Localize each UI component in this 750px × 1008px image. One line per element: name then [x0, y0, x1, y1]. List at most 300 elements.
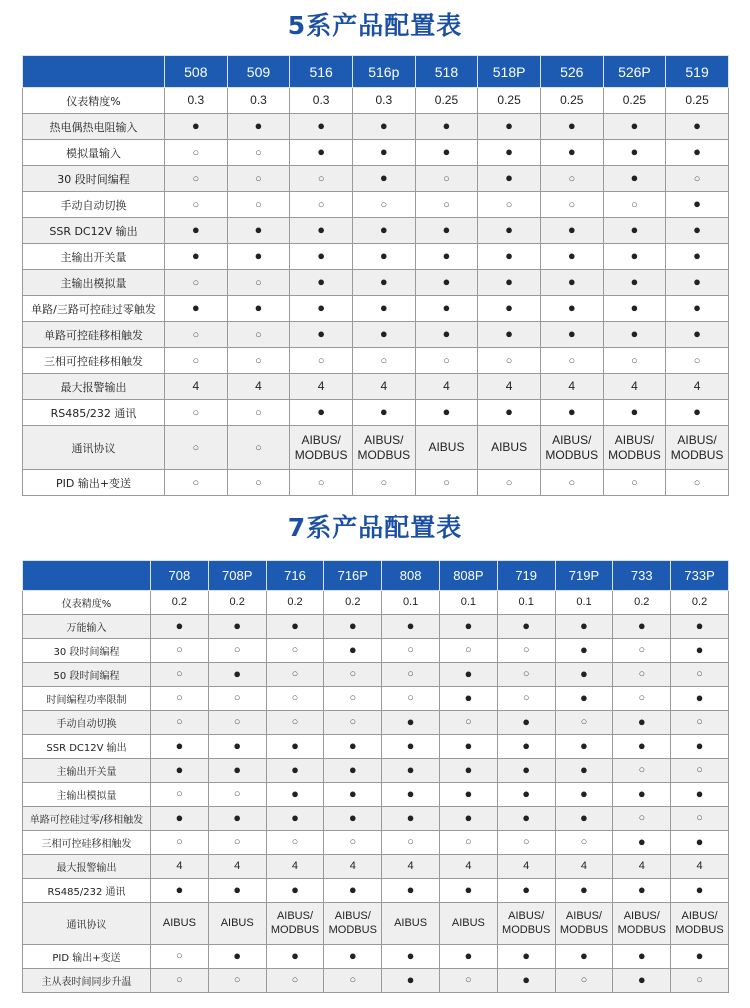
supported-dot-icon: ● — [505, 274, 514, 290]
model-header-519: 519 — [666, 56, 729, 88]
unsupported-circle-icon: ○ — [380, 198, 388, 211]
feature-cell — [439, 831, 497, 855]
feature-cell — [613, 945, 671, 969]
cell-value: 0.2 — [634, 595, 650, 608]
cell-value: 4 — [407, 859, 414, 872]
unsupported-circle-icon: ○ — [255, 354, 262, 367]
feature-cell — [415, 470, 478, 496]
row-label: 万能输入 — [23, 615, 151, 639]
row-label: 单路可控硅过零/移相触发 — [23, 807, 151, 831]
feature-cell — [227, 400, 290, 426]
cell-value: AIBUS — [162, 916, 196, 929]
unsupported-circle-icon: ○ — [638, 643, 646, 656]
feature-cell — [266, 831, 324, 855]
feature-cell — [603, 114, 666, 140]
supported-dot-icon: ● — [379, 326, 388, 342]
feature-cell — [208, 783, 266, 807]
feature-cell — [290, 270, 353, 296]
unsupported-circle-icon: ○ — [631, 198, 638, 211]
row-label: 最大报警输出 — [23, 374, 165, 400]
feature-cell — [290, 400, 353, 426]
feature-cell — [603, 400, 666, 426]
feature-cell — [540, 218, 603, 244]
supported-dot-icon: ● — [505, 222, 514, 238]
supported-dot-icon: ● — [175, 882, 184, 898]
feature-cell — [497, 687, 555, 711]
supported-dot-icon: ● — [379, 274, 388, 290]
supported-dot-icon: ● — [406, 762, 415, 778]
table-row — [23, 591, 729, 615]
feature-cell — [540, 244, 603, 270]
table-row — [23, 831, 729, 855]
unsupported-circle-icon: ○ — [568, 476, 576, 489]
supported-dot-icon: ● — [567, 144, 576, 160]
cell-value: 4 — [443, 379, 450, 393]
feature-cell — [382, 831, 440, 855]
model-header-508: 508 — [165, 56, 228, 88]
table-row — [23, 140, 729, 166]
supported-dot-icon: ● — [406, 882, 415, 898]
unsupported-circle-icon: ○ — [255, 198, 262, 211]
feature-cell — [671, 945, 729, 969]
supported-dot-icon: ● — [637, 972, 646, 988]
feature-cell — [324, 903, 382, 945]
feature-cell — [671, 903, 729, 945]
feature-cell — [227, 244, 290, 270]
feature-cell — [555, 687, 613, 711]
row-label: 时间编程功率限制 — [23, 687, 151, 711]
feature-cell — [540, 426, 603, 470]
supported-dot-icon: ● — [442, 222, 451, 238]
feature-cell — [555, 969, 613, 993]
supported-dot-icon: ● — [406, 714, 415, 730]
supported-dot-icon: ● — [567, 300, 576, 316]
feature-cell — [208, 831, 266, 855]
feature-cell — [613, 759, 671, 783]
unsupported-circle-icon: ○ — [349, 691, 357, 704]
supported-dot-icon: ● — [254, 248, 263, 264]
feature-cell — [613, 735, 671, 759]
supported-dot-icon: ● — [522, 882, 531, 898]
unsupported-circle-icon: ○ — [176, 667, 183, 680]
table-row — [23, 296, 729, 322]
feature-cell — [415, 270, 478, 296]
feature-cell — [165, 166, 228, 192]
cell-value: 0.25 — [497, 93, 521, 107]
cell-value: AIBUS — [394, 916, 428, 929]
feature-cell — [324, 711, 382, 735]
supported-dot-icon: ● — [693, 248, 701, 264]
cell-value: 4 — [631, 379, 638, 393]
feature-cell — [208, 615, 266, 639]
supported-dot-icon: ● — [630, 326, 639, 342]
cell-value: AIBUS/ MODBUS — [502, 909, 551, 936]
feature-cell — [382, 855, 440, 879]
supported-dot-icon: ● — [442, 144, 451, 160]
cell-value: 0.3 — [250, 93, 267, 107]
feature-cell — [382, 735, 440, 759]
supported-dot-icon: ● — [175, 810, 184, 826]
supported-dot-icon: ● — [580, 690, 588, 706]
feature-cell — [439, 759, 497, 783]
cell-value: AIBUS/ MODBUS — [328, 909, 377, 936]
feature-cell — [671, 831, 729, 855]
feature-cell — [151, 687, 209, 711]
unsupported-circle-icon: ○ — [291, 973, 299, 986]
supported-dot-icon: ● — [233, 762, 242, 778]
supported-dot-icon: ● — [464, 948, 473, 964]
table-row — [23, 114, 729, 140]
supported-dot-icon: ● — [291, 762, 299, 778]
feature-cell — [382, 807, 440, 831]
feature-cell — [439, 687, 497, 711]
cell-value: AIBUS — [220, 916, 254, 929]
model-header-518: 518 — [415, 56, 478, 88]
supported-dot-icon: ● — [695, 618, 704, 634]
table-row — [23, 374, 729, 400]
feature-cell — [603, 140, 666, 166]
row-label: 主输出模拟量 — [23, 783, 151, 807]
supported-dot-icon: ● — [317, 274, 326, 290]
supported-dot-icon: ● — [464, 882, 473, 898]
feature-cell — [497, 903, 555, 945]
supported-dot-icon: ● — [406, 786, 415, 802]
feature-cell — [666, 88, 729, 114]
feature-cell — [324, 969, 382, 993]
feature-cell — [666, 348, 729, 374]
feature-cell — [227, 166, 290, 192]
unsupported-circle-icon: ○ — [176, 973, 183, 986]
feature-cell — [478, 348, 541, 374]
supported-dot-icon: ● — [442, 300, 451, 316]
feature-cell — [352, 114, 415, 140]
feature-cell — [439, 639, 497, 663]
feature-cell — [324, 687, 382, 711]
feature-cell — [352, 88, 415, 114]
supported-dot-icon: ● — [580, 810, 588, 826]
feature-cell — [352, 400, 415, 426]
supported-dot-icon: ● — [567, 118, 576, 134]
feature-cell — [290, 348, 353, 374]
supported-dot-icon: ● — [406, 810, 415, 826]
supported-dot-icon: ● — [522, 714, 531, 730]
unsupported-circle-icon: ○ — [465, 973, 472, 986]
unsupported-circle-icon: ○ — [255, 476, 262, 489]
supported-dot-icon: ● — [580, 666, 588, 682]
cell-value: 0.1 — [576, 595, 592, 608]
supported-dot-icon: ● — [630, 404, 639, 420]
feature-cell — [266, 663, 324, 687]
cell-value: 0.3 — [187, 93, 205, 107]
feature-cell — [540, 114, 603, 140]
feature-cell — [613, 969, 671, 993]
feature-cell — [497, 711, 555, 735]
feature-cell — [151, 945, 209, 969]
supported-dot-icon: ● — [693, 326, 701, 342]
supported-dot-icon: ● — [693, 196, 701, 212]
supported-dot-icon: ● — [630, 300, 639, 316]
unsupported-circle-icon: ○ — [568, 172, 576, 185]
table-row — [23, 348, 729, 374]
cell-value: 0.1 — [460, 595, 477, 608]
feature-cell — [151, 639, 209, 663]
cell-value: 0.1 — [518, 595, 534, 608]
unsupported-circle-icon: ○ — [255, 406, 262, 419]
feature-cell — [497, 663, 555, 687]
header-corner — [23, 56, 165, 88]
feature-cell — [497, 807, 555, 831]
unsupported-circle-icon: ○ — [317, 476, 325, 489]
feature-cell — [497, 831, 555, 855]
supported-dot-icon: ● — [348, 882, 357, 898]
cell-value: 0.2 — [691, 595, 708, 608]
unsupported-circle-icon: ○ — [255, 276, 262, 289]
feature-cell — [208, 639, 266, 663]
unsupported-circle-icon: ○ — [465, 835, 472, 848]
supported-dot-icon: ● — [317, 118, 326, 134]
cell-value: 0.3 — [375, 93, 393, 107]
feature-cell — [603, 88, 666, 114]
feature-cell — [415, 192, 478, 218]
feature-cell — [555, 945, 613, 969]
table-row — [23, 969, 729, 993]
feature-cell — [266, 687, 324, 711]
unsupported-circle-icon: ○ — [407, 643, 414, 656]
unsupported-circle-icon: ○ — [192, 198, 200, 211]
unsupported-circle-icon: ○ — [465, 643, 472, 656]
row-label: 单路可控硅移相触发 — [23, 322, 165, 348]
supported-dot-icon: ● — [567, 274, 576, 290]
cell-value: AIBUS/ MODBUS — [617, 909, 666, 936]
feature-cell — [352, 218, 415, 244]
supported-dot-icon: ● — [630, 170, 639, 186]
table5-header-row — [23, 56, 729, 88]
cell-value: 0.3 — [312, 93, 330, 107]
feature-cell — [290, 140, 353, 166]
feature-cell — [290, 470, 353, 496]
table-row — [23, 807, 729, 831]
unsupported-circle-icon: ○ — [443, 354, 450, 367]
model-header-733p: 733P — [671, 561, 729, 591]
feature-cell — [666, 218, 729, 244]
feature-cell — [540, 374, 603, 400]
unsupported-circle-icon: ○ — [192, 406, 200, 419]
supported-dot-icon: ● — [442, 248, 451, 264]
feature-cell — [227, 470, 290, 496]
table-row — [23, 426, 729, 470]
unsupported-circle-icon: ○ — [580, 835, 588, 848]
table-row — [23, 759, 729, 783]
cell-value: 4 — [255, 379, 262, 393]
unsupported-circle-icon: ○ — [349, 715, 357, 728]
feature-cell — [613, 663, 671, 687]
feature-cell — [540, 348, 603, 374]
feature-cell — [540, 470, 603, 496]
supported-dot-icon: ● — [567, 404, 576, 420]
feature-cell — [208, 759, 266, 783]
supported-dot-icon: ● — [630, 222, 639, 238]
feature-cell — [555, 879, 613, 903]
unsupported-circle-icon: ○ — [505, 354, 513, 367]
unsupported-circle-icon: ○ — [568, 198, 576, 211]
feature-cell — [603, 218, 666, 244]
feature-cell — [613, 711, 671, 735]
cell-value: AIBUS/ MODBUS — [670, 432, 724, 462]
feature-cell — [613, 807, 671, 831]
table-row — [23, 400, 729, 426]
supported-dot-icon: ● — [505, 326, 514, 342]
row-label: PID 输出+变送 — [23, 470, 165, 496]
unsupported-circle-icon: ○ — [407, 667, 414, 680]
feature-cell — [415, 140, 478, 166]
feature-cell — [266, 879, 324, 903]
feature-cell — [324, 879, 382, 903]
feature-cell — [227, 140, 290, 166]
feature-cell — [555, 783, 613, 807]
feature-cell — [382, 759, 440, 783]
table-row — [23, 903, 729, 945]
supported-dot-icon: ● — [693, 144, 701, 160]
feature-cell — [208, 591, 266, 615]
feature-cell — [415, 114, 478, 140]
unsupported-circle-icon: ○ — [233, 835, 241, 848]
feature-cell — [478, 374, 541, 400]
feature-cell — [352, 374, 415, 400]
supported-dot-icon: ● — [317, 404, 326, 420]
feature-cell — [227, 114, 290, 140]
cell-value: 4 — [380, 379, 388, 393]
supported-dot-icon: ● — [191, 118, 200, 134]
supported-dot-icon: ● — [505, 248, 514, 264]
feature-cell — [671, 663, 729, 687]
unsupported-circle-icon: ○ — [255, 441, 262, 454]
feature-cell — [151, 711, 209, 735]
supported-dot-icon: ● — [693, 300, 701, 316]
unsupported-circle-icon: ○ — [233, 643, 241, 656]
supported-dot-icon: ● — [630, 274, 639, 290]
supported-dot-icon: ● — [348, 618, 357, 634]
supported-dot-icon: ● — [695, 738, 704, 754]
supported-dot-icon: ● — [464, 738, 473, 754]
supported-dot-icon: ● — [442, 404, 451, 420]
supported-dot-icon: ● — [522, 972, 531, 988]
feature-cell — [165, 244, 228, 270]
feature-cell — [497, 969, 555, 993]
model-header-526: 526 — [540, 56, 603, 88]
feature-cell — [439, 903, 497, 945]
unsupported-circle-icon: ○ — [696, 667, 703, 680]
feature-cell — [266, 903, 324, 945]
supported-dot-icon: ● — [464, 666, 473, 682]
feature-cell — [497, 945, 555, 969]
row-label: 主从表时间同步升温 — [23, 969, 151, 993]
feature-cell — [382, 663, 440, 687]
feature-cell — [290, 192, 353, 218]
supported-dot-icon: ● — [233, 738, 242, 754]
unsupported-circle-icon: ○ — [233, 691, 241, 704]
row-label: 模拟量输入 — [23, 140, 165, 166]
feature-cell — [415, 296, 478, 322]
feature-cell — [613, 591, 671, 615]
feature-cell — [290, 114, 353, 140]
feature-cell — [151, 759, 209, 783]
unsupported-circle-icon: ○ — [233, 787, 241, 800]
feature-cell — [555, 591, 613, 615]
feature-cell — [382, 879, 440, 903]
feature-cell — [208, 735, 266, 759]
feature-cell — [151, 831, 209, 855]
feature-cell — [165, 270, 228, 296]
unsupported-circle-icon: ○ — [443, 198, 450, 211]
supported-dot-icon: ● — [580, 642, 588, 658]
table5-config-table — [22, 55, 729, 496]
supported-dot-icon: ● — [291, 786, 299, 802]
feature-cell — [666, 322, 729, 348]
feature-cell — [415, 88, 478, 114]
unsupported-circle-icon: ○ — [176, 715, 183, 728]
feature-cell — [439, 663, 497, 687]
unsupported-circle-icon: ○ — [696, 763, 703, 776]
feature-cell — [352, 296, 415, 322]
cell-value: AIBUS/ MODBUS — [608, 432, 661, 462]
feature-cell — [382, 591, 440, 615]
feature-cell — [290, 166, 353, 192]
unsupported-circle-icon: ○ — [696, 715, 703, 728]
feature-cell — [208, 945, 266, 969]
unsupported-circle-icon: ○ — [192, 328, 200, 341]
feature-cell — [555, 663, 613, 687]
feature-cell — [151, 969, 209, 993]
row-label: 主输出开关量 — [23, 759, 151, 783]
row-label: 手动自动切换 — [23, 711, 151, 735]
feature-cell — [439, 615, 497, 639]
feature-cell — [671, 807, 729, 831]
unsupported-circle-icon: ○ — [349, 667, 357, 680]
supported-dot-icon: ● — [522, 786, 531, 802]
supported-dot-icon: ● — [637, 714, 646, 730]
table-row — [23, 735, 729, 759]
supported-dot-icon: ● — [522, 810, 531, 826]
feature-cell — [478, 470, 541, 496]
feature-cell — [227, 322, 290, 348]
unsupported-circle-icon: ○ — [317, 198, 325, 211]
unsupported-circle-icon: ○ — [192, 172, 200, 185]
table-row — [23, 687, 729, 711]
table5-title: 5系产品配置表 — [287, 11, 463, 40]
supported-dot-icon: ● — [233, 666, 242, 682]
feature-cell — [478, 166, 541, 192]
supported-dot-icon: ● — [348, 948, 357, 964]
table-row — [23, 945, 729, 969]
feature-cell — [266, 759, 324, 783]
feature-cell — [227, 374, 290, 400]
feature-cell — [478, 88, 541, 114]
supported-dot-icon: ● — [580, 738, 588, 754]
feature-cell — [666, 270, 729, 296]
unsupported-circle-icon: ○ — [255, 146, 262, 159]
unsupported-circle-icon: ○ — [317, 354, 325, 367]
feature-cell — [478, 218, 541, 244]
feature-cell — [165, 114, 228, 140]
feature-cell — [227, 348, 290, 374]
feature-cell — [266, 711, 324, 735]
supported-dot-icon: ● — [695, 786, 704, 802]
supported-dot-icon: ● — [505, 118, 514, 134]
feature-cell — [165, 322, 228, 348]
feature-cell — [671, 615, 729, 639]
unsupported-circle-icon: ○ — [631, 476, 638, 489]
feature-cell — [671, 687, 729, 711]
